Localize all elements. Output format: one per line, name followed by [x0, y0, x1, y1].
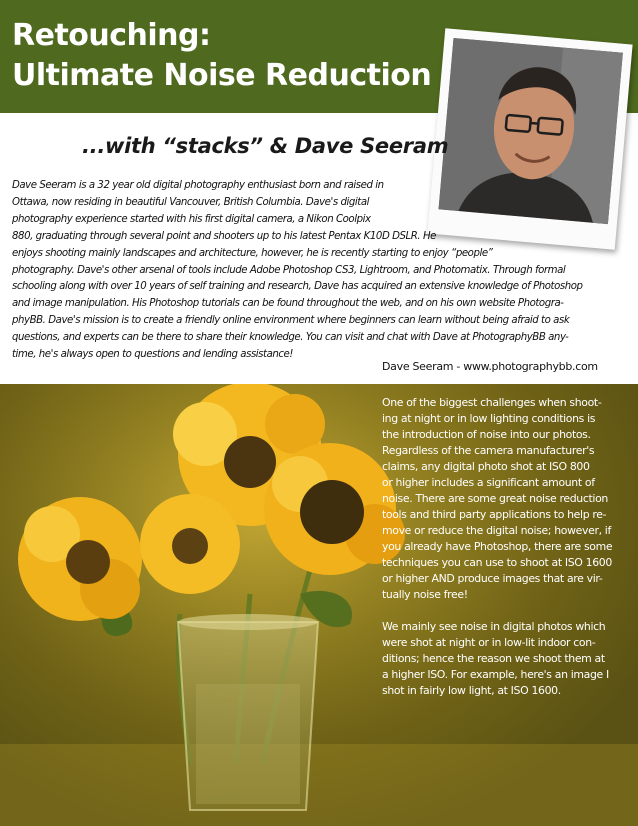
article-line: ditions; hence the reason we shoot them at: [382, 652, 605, 665]
bio-line: and image manipulation. His Photoshop tutorials can be found throughout the web, and on his own website Photogra-: [12, 298, 564, 310]
article-line: shot in fairly low light, at ISO 1600.: [382, 684, 561, 697]
article-line: tools and third party applications to help re-: [382, 508, 607, 521]
page-title: [12, 16, 431, 96]
article-line: tually noise free!: [382, 588, 468, 601]
article-line: One of the biggest challenges when shoot-: [382, 396, 602, 409]
author-bio: [12, 178, 624, 364]
article-line: the introduction of noise into our photos.: [382, 428, 591, 441]
article-line: a higher ISO. For example, here's an image I: [382, 668, 609, 681]
article-paragraph-2: [382, 619, 622, 699]
article-line: you already have Photoshop, there are some: [382, 540, 613, 553]
article-line: were shot at night or in low-lit indoor con-: [382, 636, 596, 649]
bio-line: Dave Seeram is a 32 year old digital photography enthusiast born and raised in: [12, 180, 384, 191]
article-line: claims, any digital photo shot at ISO 800: [382, 460, 590, 473]
bio-line: questions, and experts can be there to share their knowledge. You can visit and chat with Dave at PhotographyBB any-: [12, 332, 569, 344]
article-line: techniques you can use to shoot at ISO 1600: [382, 556, 612, 569]
article-line: move or reduce the digital noise; however, if: [382, 524, 611, 537]
bio-line: photography experience started with his first digital camera, a Nikon Coolpix: [12, 213, 371, 225]
bio-line: photography. Dave's other arsenal of tools include Adobe Photoshop CS3, Lightroom, and Photomatix. Through formal: [12, 264, 566, 276]
bio-line: enjoys shooting mainly landscapes and architecture, however, he is recently starting to enjoy “people”: [12, 247, 493, 259]
article-line: noise. There are some great noise reduction: [382, 492, 608, 505]
title-line-2: Ultimate Noise Reduction: [12, 58, 432, 93]
article-line: We mainly see noise in digital photos which: [382, 620, 606, 633]
bio-line: schooling along with over 10 years of self training and research, Dave has acquired an extensive knowledge of Photoshop: [12, 281, 583, 293]
author-credit: Dave Seeram - www.photographybb.com: [382, 360, 598, 373]
bio-line: phyBB. Dave's mission is to create a friendly online environment where beginners can learn without being afraid to ask: [12, 315, 570, 327]
article-line: Regardless of the camera manufacturer's: [382, 444, 595, 457]
article-subtitle: ...with “stacks” & Dave Seeram: [82, 134, 449, 158]
article-line: ing at night or in low lighting conditions is: [382, 412, 596, 425]
article-paragraph-1: [382, 395, 622, 603]
bio-line: 880, graduating through several point and shooters up to his latest Pentax K10D DSLR. He: [12, 230, 436, 242]
article-line: or higher includes a significant amount of: [382, 476, 595, 489]
title-line-1: Retouching:: [12, 18, 211, 53]
article-line: or higher AND produce images that are vir-: [382, 572, 603, 585]
article-body: [382, 395, 622, 715]
bio-line: time, he's always open to questions and lending assistance!: [12, 349, 293, 361]
bio-line: Ottawa, now residing in beautiful Vancouver, British Columbia. Dave's digital: [12, 196, 369, 208]
